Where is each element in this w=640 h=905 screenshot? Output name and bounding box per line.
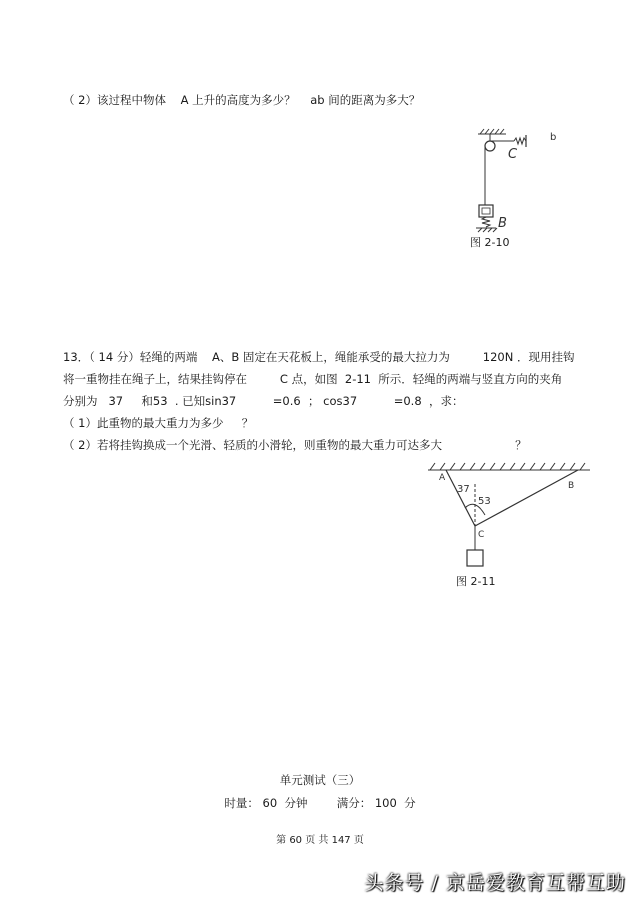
spring-c — [514, 138, 526, 144]
ceiling-hatch — [478, 129, 506, 134]
section-title: 单元测试（三） — [279, 773, 361, 787]
figure-2-11 — [418, 460, 598, 570]
label-c: C — [478, 530, 485, 540]
label-c: C — [508, 147, 518, 162]
q13-part1: （ 1）此重物的最大重力为多少 ？ — [63, 416, 254, 430]
angle-53: 53 — [478, 496, 491, 507]
pulley — [485, 141, 495, 151]
angle-37: 37 — [457, 484, 470, 495]
rope-ac — [446, 470, 475, 526]
block-a — [479, 205, 493, 217]
q12-part2: （ 2）该过程中物体 A 上升的高度为多少？ ab 间的距离为多大？ — [63, 93, 421, 107]
page-footer: 第 60 页 共 147 页 — [276, 835, 364, 846]
watermark-text: 头条号 / 京岳爱教育互帮互助 — [364, 872, 626, 894]
weight-block — [467, 550, 483, 566]
label-b: B — [568, 481, 575, 491]
q13-line3: 分别为 37 和53 . 已知sin37 =0.6 ； cos37 =0.8 ，求： — [63, 394, 464, 408]
label-b: B — [498, 216, 507, 231]
q13-line2: 将一重物挂在绳子上，结果挂钩停在 C 点，如图 2-11 所示．轻绳的两端与竖直方向的夹角 — [63, 372, 563, 386]
label-b-small: b — [550, 132, 557, 143]
section-meta: 时量： 60 分钟 满分： 100 分 — [224, 796, 416, 810]
spring-b — [482, 217, 490, 227]
figure-2-11-caption: 图 2-11 — [456, 575, 496, 588]
ceiling-hatch — [428, 463, 590, 470]
figure-2-10-caption: 图 2-10 — [470, 236, 510, 249]
figure-2-10 — [470, 125, 570, 245]
label-a: A — [439, 473, 446, 483]
q13-part2: （ 2）若将挂钩换成一个光滑、轻质的小滑轮，则重物的最大重力可达多大 ？ — [63, 438, 527, 452]
q13-line1: 13．（ 14 分）轻绳的两端 A、B 固定在天花板上，绳能承受的最大拉力为 120N ．现用挂钩 — [63, 350, 575, 364]
ground-hatch — [476, 228, 497, 232]
